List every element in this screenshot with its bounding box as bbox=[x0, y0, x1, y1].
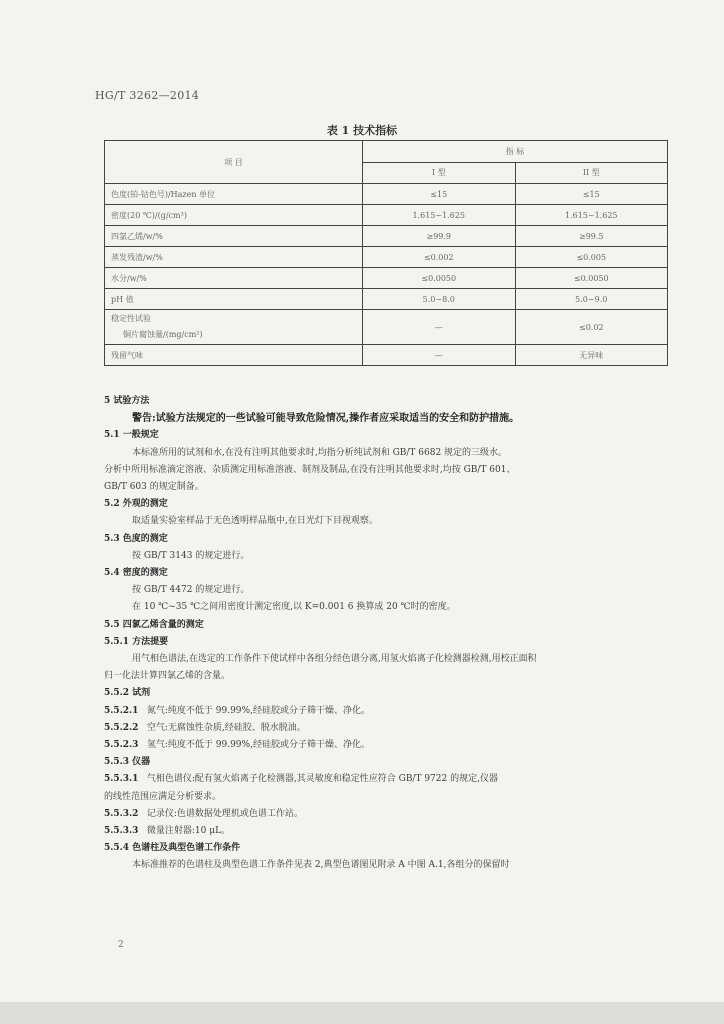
item-text: 氮气:纯度不低于 99.99%,经硅胶或分子筛干燥、净化。 bbox=[146, 705, 370, 716]
row-item: 残留气味 bbox=[105, 345, 363, 366]
row-grade2: 无异味 bbox=[515, 345, 668, 366]
row-item: pH 值 bbox=[105, 289, 363, 310]
paragraph: 归一化法计算四氯乙烯的含量。 bbox=[104, 671, 231, 682]
row-grade1: 5.0~8.0 bbox=[363, 289, 516, 310]
section-heading: 5.4 密度的测定 bbox=[104, 568, 168, 579]
table-title: 表 1 技术指标 bbox=[326, 124, 398, 137]
numbered-item bbox=[104, 806, 676, 823]
item-number: 5.5.2.3 bbox=[104, 740, 139, 751]
row-grade2: 1.615~1.625 bbox=[515, 205, 668, 226]
row-item-line1: 稳定性试验 bbox=[111, 314, 151, 323]
paragraph: 按 GB/T 4472 的规定进行。 bbox=[132, 585, 250, 596]
row-grade2: ≤0.02 bbox=[515, 310, 668, 345]
numbered-item bbox=[104, 703, 676, 720]
header-grade2: II 型 bbox=[515, 162, 668, 184]
row-grade2: ≤15 bbox=[515, 184, 668, 205]
table-row bbox=[105, 184, 668, 205]
section-heading: 5.5.4 色谱柱及典型色谱工作条件 bbox=[104, 843, 241, 854]
row-grade1: 1.615~1.625 bbox=[363, 205, 516, 226]
numbered-item bbox=[104, 720, 676, 737]
row-grade2: ≤0.0050 bbox=[515, 268, 668, 289]
header-grade1: I 型 bbox=[363, 162, 516, 184]
table-header-row bbox=[105, 141, 668, 163]
section-heading: 5.5 四氯乙烯含量的测定 bbox=[104, 619, 204, 630]
warning-text: 警告:试验方法规定的一些试验可能导致危险情况,操作者应采取适当的安全和防护措施。 bbox=[132, 413, 520, 425]
row-item: 水分/w/% bbox=[105, 268, 363, 289]
section-heading: 5.5.1 方法提要 bbox=[104, 636, 169, 647]
section-heading: 5.5.2 试剂 bbox=[104, 688, 151, 699]
section-heading: 5.5.3 仪器 bbox=[104, 757, 151, 768]
page-number: 2 bbox=[118, 940, 124, 950]
table-row bbox=[105, 205, 668, 226]
header-index: 指 标 bbox=[363, 141, 668, 163]
body-text bbox=[104, 393, 676, 875]
item-number: 5.5.3.3 bbox=[104, 826, 139, 837]
table-row bbox=[105, 345, 668, 366]
row-grade2: ≤0.005 bbox=[515, 247, 668, 268]
row-item: 蒸发残渣/w/% bbox=[105, 247, 363, 268]
item-text: 记录仪:色谱数据处理机或色谱工作站。 bbox=[146, 808, 303, 819]
row-grade2: 5.0~9.0 bbox=[515, 289, 668, 310]
table-row bbox=[105, 226, 668, 247]
numbered-item bbox=[104, 737, 676, 754]
row-item: 密度(20 ℃)/(g/cm³) bbox=[105, 205, 363, 226]
row-grade1: ≤0.002 bbox=[363, 247, 516, 268]
paragraph: 本标准推荐的色谱柱及典型色谱工作条件见表 2,典型色谱图见附录 A 中图 A.1,各组分的保留时 bbox=[132, 860, 510, 871]
paragraph: 用气相色谱法,在选定的工作条件下使试样中各组分经色谱分离,用氢火焰离子化检测器检测,用校正面积 bbox=[132, 654, 537, 665]
row-item: 色度(铂-钴色号)/Hazen 单位 bbox=[105, 184, 363, 205]
numbered-item bbox=[104, 771, 676, 788]
row-item: 四氯乙烯/w/% bbox=[105, 226, 363, 247]
paragraph: 在 10 ℃~35 ℃之间用密度计测定密度,以 K=0.001 6 换算成 20 ℃时的密度。 bbox=[132, 602, 456, 613]
spec-table bbox=[104, 140, 668, 366]
section-heading: 5.1 一般规定 bbox=[104, 430, 159, 441]
item-number: 5.5.2.2 bbox=[104, 722, 139, 733]
scan-edge bbox=[0, 1002, 724, 1024]
table-row bbox=[105, 310, 668, 345]
numbered-item bbox=[104, 823, 676, 840]
row-grade1: — bbox=[363, 345, 516, 366]
header-item: 项 目 bbox=[105, 141, 363, 184]
paragraph: GB/T 603 的规定制备。 bbox=[104, 482, 204, 493]
row-item-line2: 铜片腐蚀量/(mg/cm²) bbox=[123, 330, 203, 339]
item-text: 微量注射器:10 μL。 bbox=[146, 826, 231, 837]
document-code: HG/T 3262—2014 bbox=[95, 89, 200, 102]
item-text: 气相色谱仪:配有氢火焰离子化检测器,其灵敏度和稳定性应符合 GB/T 9722 的规定,仪器 bbox=[146, 774, 498, 785]
table-row bbox=[105, 247, 668, 268]
section-heading: 5.3 色度的测定 bbox=[104, 533, 168, 544]
item-text: 空气:无腐蚀性杂质,经硅胶、脱水脱油。 bbox=[146, 722, 306, 733]
table-row bbox=[105, 289, 668, 310]
row-grade1: ≤0.0050 bbox=[363, 268, 516, 289]
paragraph: 本标准所用的试剂和水,在没有注明其他要求时,均指分析纯试剂和 GB/T 6682 规定的三级水。 bbox=[132, 447, 508, 458]
row-grade2: ≥99.5 bbox=[515, 226, 668, 247]
item-number: 5.5.3.1 bbox=[104, 774, 139, 785]
section-heading: 5 试验方法 bbox=[104, 396, 150, 406]
row-grade1: — bbox=[363, 310, 516, 345]
item-number: 5.5.2.1 bbox=[104, 705, 139, 716]
paragraph: 按 GB/T 3143 的规定进行。 bbox=[132, 550, 250, 561]
row-grade1: ≤15 bbox=[363, 184, 516, 205]
row-grade1: ≥99.9 bbox=[363, 226, 516, 247]
paragraph: 的线性范围应满足分析要求。 bbox=[104, 791, 222, 802]
row-item bbox=[105, 310, 363, 345]
paragraph: 取适量实验室样品于无色透明样品瓶中,在日光灯下目视观察。 bbox=[132, 516, 378, 527]
paragraph: 分析中所用标准滴定溶液、杂质测定用标准溶液、制剂及制品,在没有注明其他要求时,均按 GB/T 601、 bbox=[104, 464, 516, 475]
item-number: 5.5.3.2 bbox=[104, 808, 139, 819]
table-row bbox=[105, 268, 668, 289]
item-text: 氢气:纯度不低于 99.99%,经硅胶或分子筛干燥、净化。 bbox=[146, 740, 370, 751]
section-heading: 5.2 外观的测定 bbox=[104, 499, 168, 510]
